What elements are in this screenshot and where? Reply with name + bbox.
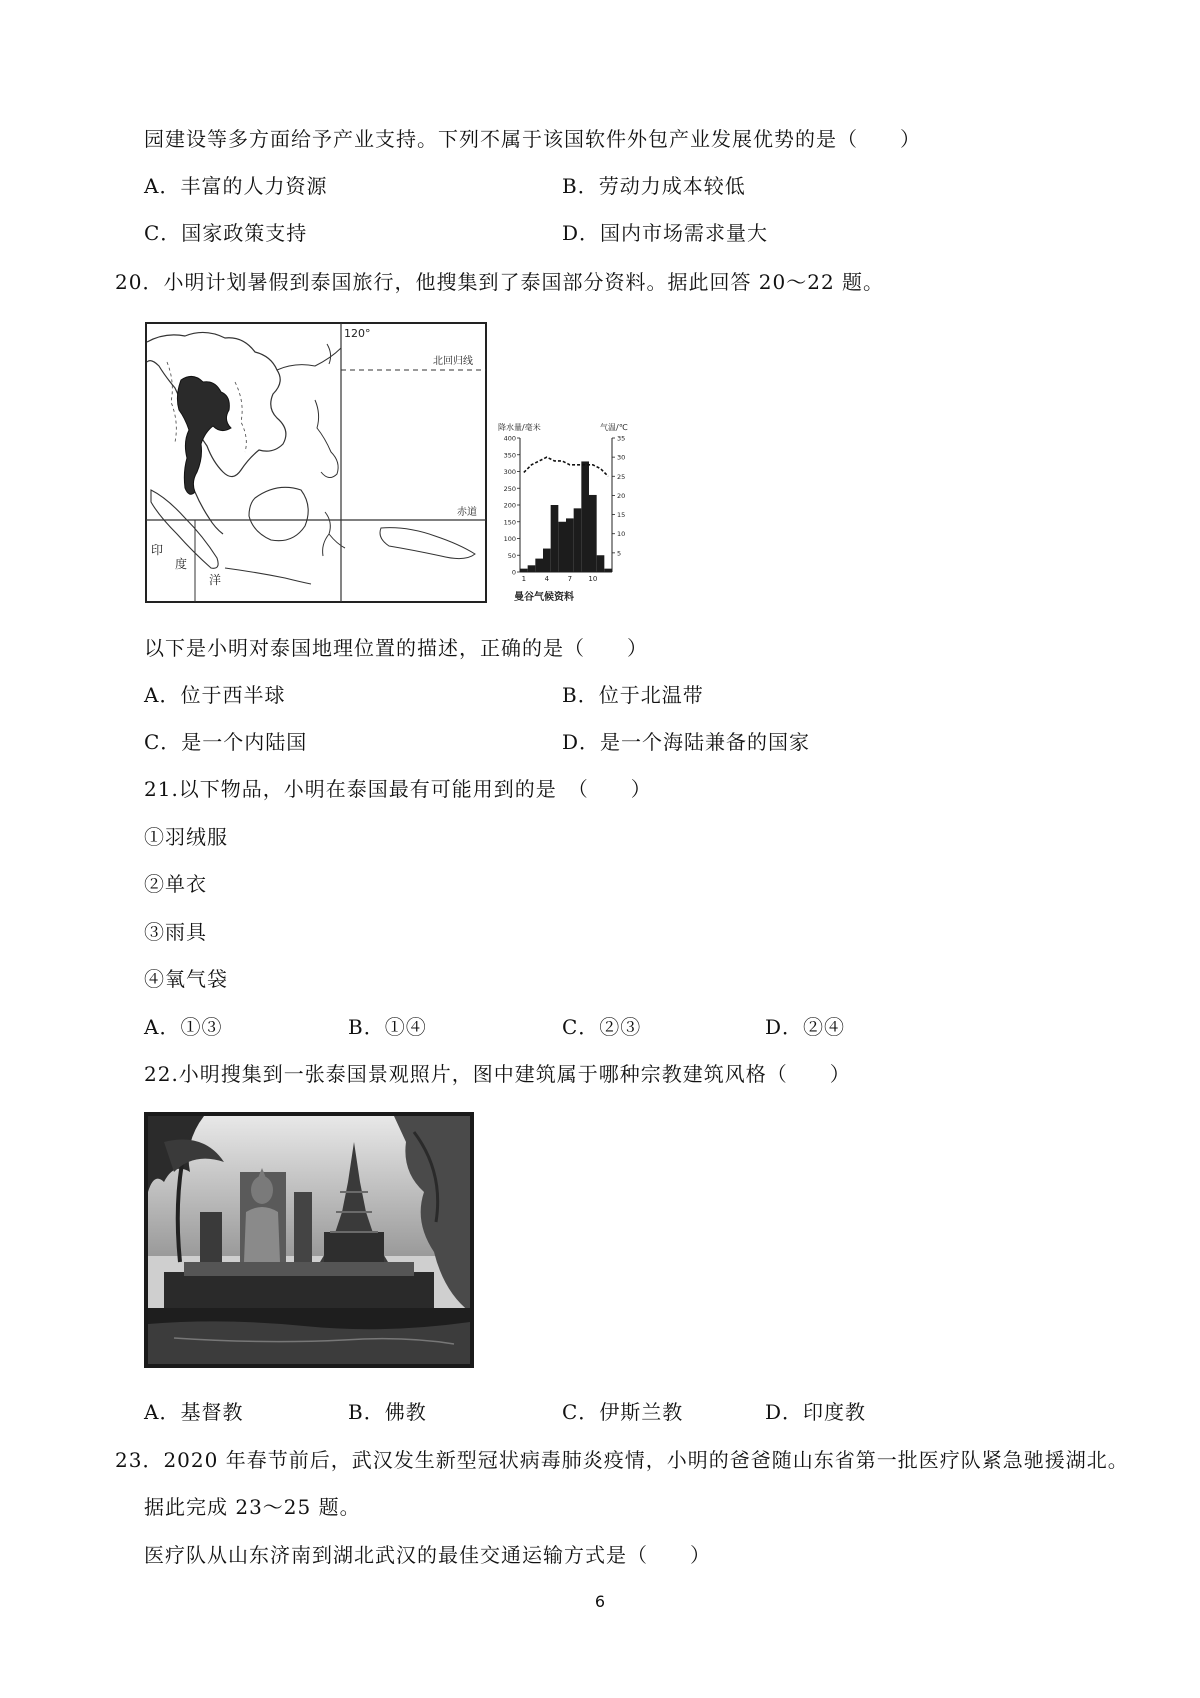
q20-option-a: A．位于西半球 — [144, 683, 286, 707]
chart-y-tick-label: 250 — [503, 484, 516, 493]
chart-x-tick-label: 4 — [544, 575, 550, 583]
q21-item: ①羽绒服 — [144, 825, 228, 849]
chart-bar — [574, 508, 582, 572]
chart-ylabel: 降水量/毫米 — [498, 423, 541, 432]
chart-y-tick-label: 0 — [511, 568, 516, 577]
q22-option-c: C．伊斯兰教 — [562, 1400, 684, 1424]
q21-item: ③雨具 — [144, 920, 207, 944]
q20-option-b: B．位于北温带 — [562, 683, 704, 707]
q21-item: ②单衣 — [144, 872, 207, 896]
q23-stem: 医疗队从山东济南到湖北武汉的最佳交通运输方式是（ ） — [144, 1543, 711, 1567]
chart-bar — [535, 559, 543, 572]
chart-y2label: 气温/℃ — [600, 423, 628, 432]
page-number: 6 — [594, 1592, 606, 1611]
q21-option-b: B．①④ — [348, 1015, 427, 1039]
map-ocean-label-3: 洋 — [209, 573, 222, 587]
chart-bar — [543, 549, 551, 572]
chart-y-tick-label: 300 — [503, 468, 516, 476]
bangkok-climate-chart — [492, 420, 642, 606]
q19-option-c: C．国家政策支持 — [144, 221, 308, 245]
chart-y2-tick-label: 25 — [617, 472, 626, 481]
map-equator-label: 赤道 — [457, 507, 477, 518]
chart-bar — [589, 495, 597, 572]
chart-x-tick-label: 7 — [567, 575, 573, 583]
chart-y-tick-label: 400 — [503, 434, 516, 443]
chart-bar — [581, 461, 589, 572]
q19-stem: 园建设等多方面给予产业支持。下列不属于该国软件外包产业发展优势的是（ ） — [144, 127, 921, 151]
chart-bar — [566, 518, 574, 572]
chart-y-tick-label: 100 — [503, 535, 516, 543]
chart-temperature-line — [524, 457, 608, 476]
q21-option-d: D．②④ — [765, 1015, 846, 1039]
q20-option-d: D．是一个海陆兼备的国家 — [562, 730, 811, 754]
q19-option-a: A．丰富的人力资源 — [144, 174, 328, 198]
chart-bar — [520, 569, 528, 572]
chart-y2-tick-label: 10 — [617, 530, 626, 539]
q21-item: ④氧气袋 — [144, 967, 228, 991]
q20-stem: 以下是小明对泰国地理位置的描述，正确的是（ ） — [144, 636, 648, 660]
chart-x-tick-label: 10 — [588, 575, 598, 583]
chart-y-tick-label: 150 — [503, 518, 516, 527]
chart-bar — [528, 565, 536, 572]
chart-title: 曼谷气候资料 — [514, 592, 574, 603]
q21-option-c: C．②③ — [562, 1015, 642, 1039]
chart-bar — [604, 569, 612, 572]
q22-option-b: B．佛教 — [348, 1400, 427, 1424]
q22-option-a: A．基督教 — [144, 1400, 244, 1424]
q19-option-d: D．国内市场需求量大 — [562, 221, 769, 245]
chart-y2-tick-label: 35 — [617, 434, 626, 443]
q22-stem: 22.小明搜集到一张泰国景观照片，图中建筑属于哪种宗教建筑风格（ ） — [144, 1062, 851, 1086]
chart-y-tick-label: 200 — [503, 501, 516, 510]
chart-x-tick-label: 1 — [521, 575, 527, 583]
q21-option-a: A．①③ — [144, 1015, 223, 1039]
map-tropic-label: 北回归线 — [433, 356, 473, 367]
chart-y-tick-label: 350 — [503, 451, 516, 460]
chart-y2-tick-label: 20 — [617, 491, 626, 500]
q19-option-b: B．劳动力成本较低 — [562, 174, 746, 198]
q20-intro: 20．小明计划暑假到泰国旅行，他搜集到了泰国部分资料。据此回答 20～22 题。 — [115, 270, 885, 294]
map-lon-label: 120° — [344, 327, 371, 340]
map-ocean-label-1: 印 — [151, 543, 164, 557]
chart-bar — [558, 522, 566, 572]
q21-stem: 21.以下物品，小明在泰国最有可能用到的是 （ ） — [144, 777, 652, 801]
chart-bar — [551, 505, 559, 572]
thai-temple-photo — [144, 1112, 474, 1368]
chart-y2-tick-label: 30 — [617, 453, 626, 462]
q23-line2: 据此完成 23～25 题。 — [144, 1495, 361, 1519]
map-ocean-label-2: 度 — [175, 557, 188, 571]
chart-y-tick-label: 50 — [507, 551, 516, 560]
chart-bar — [597, 555, 605, 572]
southeast-asia-map — [145, 322, 487, 603]
chart-y2-tick-label: 15 — [617, 511, 626, 520]
q22-option-d: D．印度教 — [765, 1400, 867, 1424]
q23-line1: 23．2020 年春节前后，武汉发生新型冠状病毒肺炎疫情，小明的爸爸随山东省第一批医疗队紧急驰援湖北。 — [115, 1448, 1129, 1472]
q20-option-c: C．是一个内陆国 — [144, 730, 308, 754]
chart-y2-tick-label: 5 — [617, 549, 622, 558]
